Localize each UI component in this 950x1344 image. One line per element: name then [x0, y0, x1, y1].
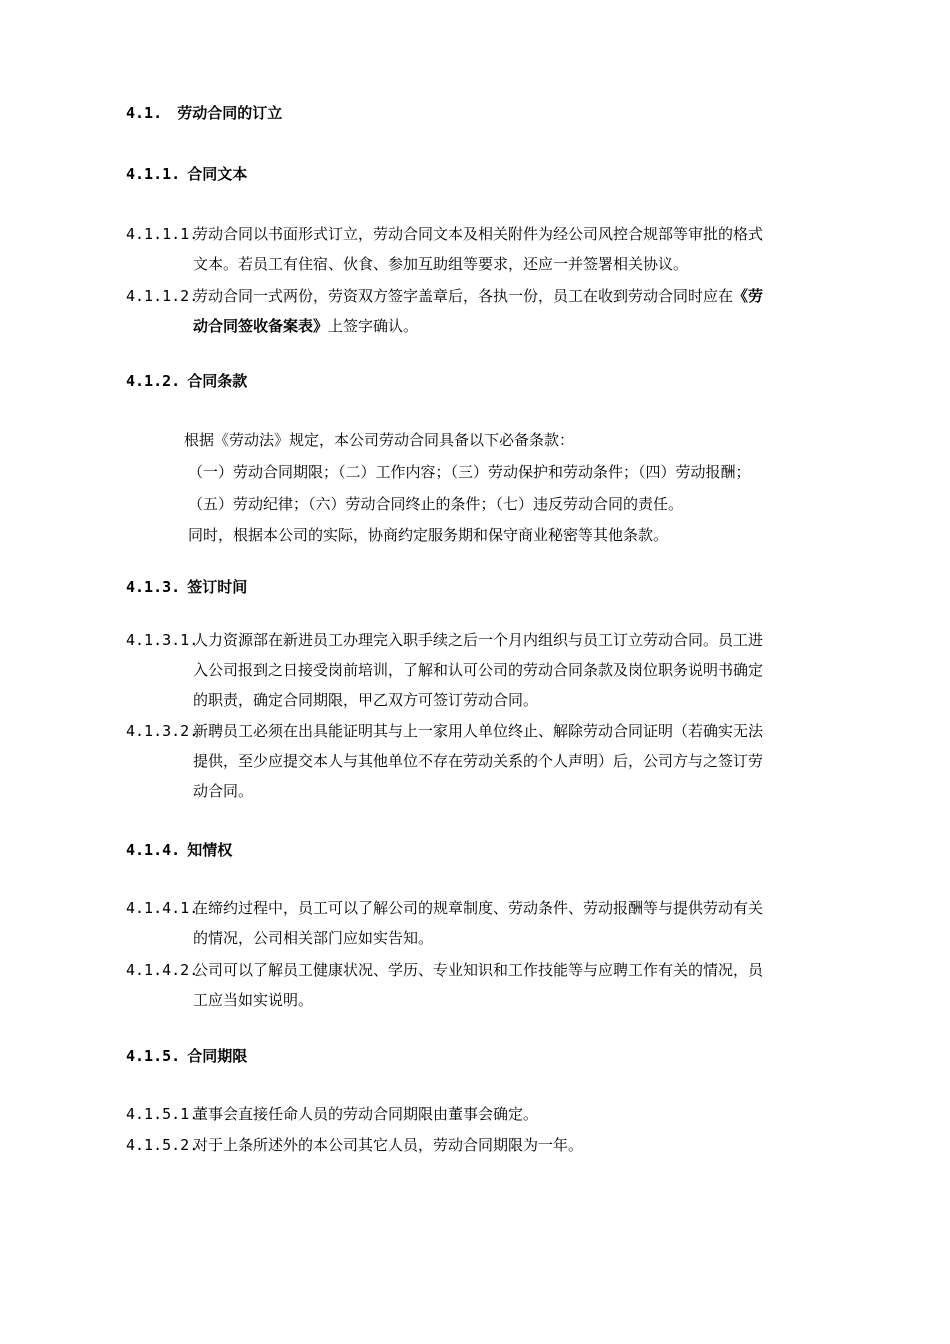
item-line: 入公司报到之日接受岗前培训，了解和认可公司的劳动合同条款及岗位职务说明书确定	[193, 661, 764, 679]
item-number: 4.1.4.1.	[126, 899, 199, 917]
item-number: 4.1.3.2.	[126, 722, 199, 740]
heading-title: 签订时间	[187, 578, 248, 596]
heading-title: 合同文本	[187, 165, 248, 183]
heading-number: 4.1.2.	[126, 372, 181, 390]
heading-title: 知情权	[187, 841, 233, 859]
heading-4-1-3	[126, 577, 247, 597]
item-line: 动合同。	[193, 782, 254, 800]
heading-title: 合同条款	[187, 372, 248, 390]
item-line	[193, 311, 833, 341]
item-number: 4.1.5.1.	[126, 1105, 199, 1123]
clauses-intro: 根据《劳动法》规定，本公司劳动合同具备以下必备条款：	[184, 431, 575, 449]
item-text: 劳动合同一式两份，劳资双方签字盖章后，各执一份，员工在收到劳动合同时应在	[193, 287, 734, 305]
item-line: 董事会直接任命人员的劳动合同期限由董事会确定。	[193, 1105, 539, 1123]
heading-4-1-5	[126, 1046, 247, 1066]
heading-number: 4.1.4.	[126, 841, 181, 859]
item-line: 人力资源部在新进员工办理完入职手续之后一个月内组织与员工订立劳动合同。员工进	[193, 631, 764, 649]
item-line: 文本。若员工有住宿、伙食、参加互助组等要求，还应一并签署相关协议。	[193, 255, 689, 273]
heading-number: 4.1.1.	[126, 165, 181, 183]
item-number: 4.1.4.2.	[126, 961, 199, 979]
item-line	[193, 281, 833, 311]
clauses-line: （五）劳动纪律；（六）劳动合同终止的条件；（七）违反劳动合同的责任。	[188, 495, 684, 513]
heading-title: 合同期限	[187, 1047, 248, 1065]
item-text: 上签字确认。	[328, 317, 419, 335]
heading-number: 4.1.3.	[126, 578, 181, 596]
item-line: 公司可以了解员工健康状况、学历、专业知识和工作技能等与应聘工作有关的情况，员	[193, 961, 764, 979]
heading-title: 劳动合同的订立	[177, 104, 283, 122]
item-line: 的情况，公司相关部门应如实告知。	[193, 929, 434, 947]
heading-4-1-4	[126, 840, 232, 860]
clauses-line: （一）劳动合同期限；（二）工作内容；（三）劳动保护和劳动条件；（四）劳动报酬；	[188, 463, 751, 481]
item-number: 4.1.5.2.	[126, 1136, 199, 1154]
item-number: 4.1.1.1.	[126, 225, 199, 243]
item-line: 在缔约过程中，员工可以了解公司的规章制度、劳动条件、劳动报酬等与提供劳动有关	[193, 899, 764, 917]
clauses-line: 同时，根据本公司的实际，协商约定服务期和保守商业秘密等其他条款。	[188, 526, 669, 544]
item-line: 工应当如实说明。	[193, 991, 314, 1009]
heading-4-1-2	[126, 371, 247, 391]
item-line: 对于上条所述外的本公司其它人员，劳动合同期限为一年。	[193, 1136, 584, 1154]
item-line: 新聘员工必须在出具能证明其与上一家用人单位终止、解除劳动合同证明（若确实无法	[193, 722, 764, 740]
heading-number: 4.1.	[126, 104, 163, 122]
heading-4-1-1	[126, 164, 247, 184]
item-number: 4.1.3.1.	[126, 631, 199, 649]
form-name-bold: 动合同签收备案表》	[193, 317, 329, 335]
form-name-bold: 《劳	[733, 287, 764, 305]
item-line: 的职责，确定合同期限，甲乙双方可签订劳动合同。	[193, 691, 539, 709]
item-line: 劳动合同以书面形式订立，劳动合同文本及相关附件为经公司风控合规部等审批的格式	[193, 225, 764, 243]
item-line: 提供，至少应提交本人与其他单位不存在劳动关系的个人声明）后，公司方与之签订劳	[193, 752, 764, 770]
heading-number: 4.1.5.	[126, 1047, 181, 1065]
item-number: 4.1.1.2.	[126, 287, 199, 305]
heading-4-1	[126, 103, 282, 123]
